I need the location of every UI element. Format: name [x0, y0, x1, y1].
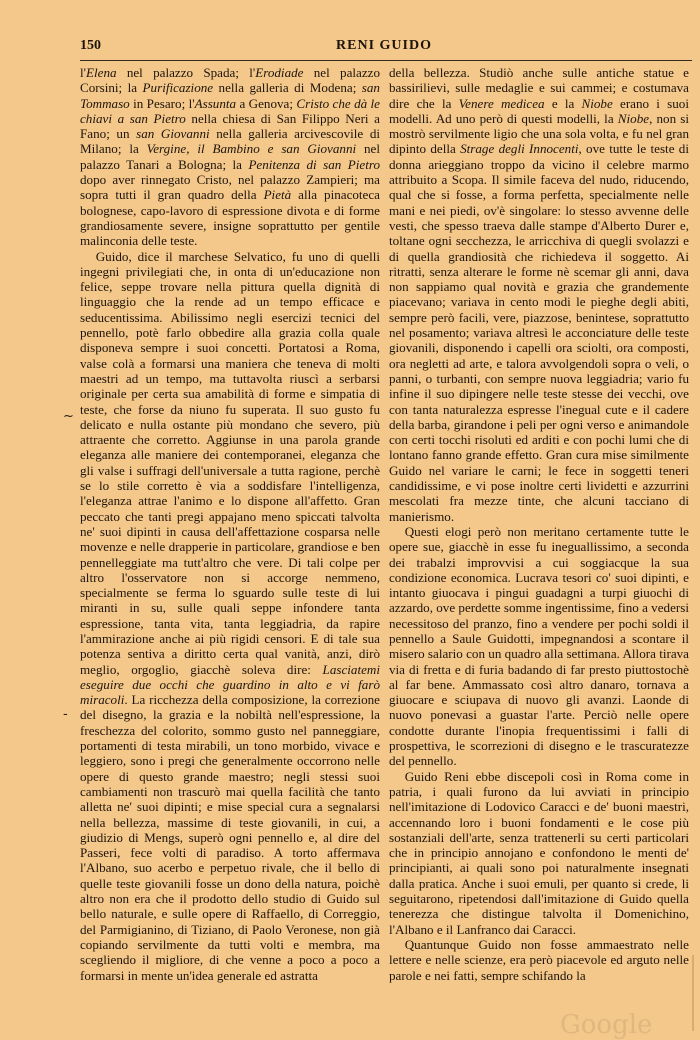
- margin-mark: ~: [63, 409, 74, 424]
- text-run: Guido, dice il marchese Selvatico, fu uno di quelli ingegni privilegiati che, in onta di un'educazione non felice, seppe trovare nella pittura quella dignità di linguaggio che la rende ad un tempo efficace e seducentissima. Abilissimo negli esercizi tecnici del pennello, potè farlo obbedire alla grazia colla quale disponeva sempre i suoi concetti. Portatosi a Roma, valse colà a formarsi una maniera che teneva di molti maestri ad un tempo, ma tuttavolta riuscì a serbarsi originale per certa sua amabilità di forme e simpatia di teste, che forse da niuno fu superata. Il suo gusto fu delicato e nulla ostante più mondano che severo, più attraente che corretto. Aggiunse in una parola grande eleganza alle maniere dei contemporanei, eleganza che gli valse i suffragi dell'universale a tutta ragione, perchè se lo stile corretto è via a soddisfare l'intelligenza, l'eleganza attrae l'animo e lo dispone all'affetto. Gran peccato che tanti pregi appajano meno spiccati talvolta ne' suoi dipinti in causa dell'affettazione cosparsa nelle movenze e nelle drapperie in particolare, grandiose e ben pennelleggiate ma tutt'altro che vere. Di tali colpe per altro l'osservatore non si accorge nemmeno, specialmente se ferma lo sguardo sulle teste di lui miranti in su, sulle quali seppe infondere tanta espressione, tanta vita, tanta leggiadria, da rapire l'ammirazione anche ai più rigidi censori. E di tale sua potenza sentiva a diritto certa qual vanità, anzi, dirò meglio, orgoglio, giacchè soleva dire:: [80, 248, 380, 677]
- page-fold: [692, 955, 694, 1031]
- paragraph: [389, 65, 689, 524]
- text-run: , ove tutte le teste di donna arieggiano troppo da vicino il celebre marmo attribuito a Scopa. Il simile faceva del nudo, riducendo, qual che si fosse, a forma perfetta, specialmente nelle mani e nei piedi, ov'è singolare: lo stesso avvenne delle vesti, che spesso traeva dalle stampe d'Alberto Durer e, toltane ogni secchezza, le arricchiva di quegli svolazzi e di quella grandiosità che richiedeva il soggetto. Ai ritratti, senza alterare le forme nè scemar gli anni, dava non sappiamo qual novità e grazia che grandemente piacevano; variava in cento modi le pieghe degli abiti, sempre però facili, vere, piazzose, benintese, soprattutto nel posamento; variava altresì le acconciature delle teste giovanili, disponendo i capelli ora sciolti, ora composti, ora negletti ad arte, e talora avvolgendoli sopra o veli, o panni, o turbanti, con sempre nuova leggiadria; vario fu infine il suo dipingere nelle teste stesse dei vecchi, ove con tanta naturalezza espresse l'inegual cute e il cadere della barba, girandone i peli per ogni verso e animandole con certi tocchi risoluti ed arditi e con pochi lumi che di lontano fanno grande effetto. Gran cura mise similmente Guido nel variare le carni; le fece in soggetti teneri candidissime, e vi pose inoltre certi lividetti e azzurrini mescolati fra mezze tinte, che alcuni tacciano di manierismo.: [389, 141, 689, 524]
- italic-title: Elena: [86, 65, 117, 80]
- italic-title: Purificazione: [142, 80, 214, 96]
- margin-mark: -: [63, 707, 68, 722]
- text-run: a Genova;: [236, 95, 297, 111]
- paragraph: [80, 249, 380, 983]
- italic-title: Niobe: [581, 95, 613, 111]
- italic-title: Penitenza di san Pietro: [248, 156, 380, 172]
- running-head: RENI GUIDO: [336, 38, 432, 53]
- text-run: alla pinacoteca bolognese, capo-lavoro di espressione divota e di forme grandiosamente severe, insigne soprattutto per gentile malinconia delle teste.: [80, 187, 380, 249]
- watermark: Google: [560, 1010, 653, 1040]
- paragraph: [389, 769, 689, 937]
- text-run: l': [80, 65, 86, 80]
- page-header: [80, 38, 688, 58]
- italic-title: san Giovanni: [136, 126, 210, 142]
- text-run: nel palazzo Corsini; la: [80, 65, 380, 96]
- text-run: Questi elogi però non meritano certamente tutte le opere sue, giacchè in esse fu ineguallissimo, a seconda dei trabalzi improvvisi a cui soggiacque la sua condizione economica. Lucrava tesori co' suoi dipinti, e intanto giuocava i pingui guadagni a turpi giuochi di azzardo, ove perdette somme ingentissime, fino a vedersi necessitoso del pranzo, fino a vendere per pochi soldi il pennello a Saule Guidotti, impegnandosi a scontare il misero salario con un quadro alla settimana. Allora tirava via di fretta e di furia badando di far presto piuttostochè al far bene. Ammassato così altro danaro, tornava a giuocare e sciupava di nuovo gli avanzi. Laonde di nuovo ponevasi a guastar l'arte. Perciò nelle opere condotte durante l'inopia frequentissimi i falli di prospettiva, le scorrezioni di disegno e le trascuratezze del pennello.: [389, 523, 689, 769]
- text-run: dopo aver rinnegato Cristo, nel palazzo Zampieri; ma sopra tutti il gran quadro della: [80, 172, 380, 203]
- text-run: ,: [186, 141, 198, 157]
- text-run: Quantunque Guido non fosse ammaestrato nelle lettere e nelle scienze, era però piacevole ed arguto nelle parole e nei fatti, sempre schifando la: [389, 936, 689, 983]
- text-run: e la: [544, 95, 582, 111]
- italic-title: Cristo che dà le chiavi a san Pietro: [80, 95, 380, 126]
- italic-title: Venere medicea: [458, 95, 545, 111]
- paragraph: [80, 65, 380, 249]
- page-number: 150: [80, 38, 101, 53]
- text-run: nella galleria arcivescovile di Milano; la: [80, 126, 380, 157]
- italic-title: Niobe: [617, 110, 650, 126]
- right-column: [389, 65, 689, 983]
- text-run: in Pesaro; l': [129, 95, 195, 111]
- italic-title: san Tommaso: [80, 80, 380, 111]
- italic-title: il Bambino e san Giovanni: [197, 141, 357, 157]
- italic-title: Pietà: [263, 187, 292, 203]
- italic-title: Vergine: [146, 141, 187, 157]
- italic-title: Lasciatemi eseguire due occhi che guardino in alto e vi farò miracoli: [80, 661, 380, 708]
- text-run: nel palazzo Spada; l': [116, 65, 256, 80]
- italic-title: Erodiade: [255, 65, 304, 80]
- text-run: . La ricchezza della composizione, la correzione del disegno, la grazia e la nobiltà nell'espressione, la freschezza del colorito, sommo gusto nel panneggiare, portamenti di testa mirabili, un tono morbido, vivace e leggiero, sono i pregi che generalmente occorrono nelle opere di questo grande maestro; negli stessi suoi cambiamenti non trascurò mai quella facilità che tanto alletta ne' suoi dipinti; e mise special cura a segnalarsi nella bellezza, massime di teste giovanili, in cui, a giudizio di Mengs, superò ogni pennello e, al dire del Passeri, fece volti di paradiso. A torto affermava l'Albano, suo acerbo e perpetuo rivale, che il bello di quelle teste giovanili fosse un dono della natura, poichè altro non era che il prodotto dello studio di Guido sul bello naturale, e sulle opere di Raffaello, di Correggio, del Parmigianino, di Tiziano, di Paolo Veronese, non già copiando servilmente da tutti volti e membra, ma scegliendo il migliore, di che venne a poco a poco a formarsi in mente un'idea generale ed astratta: [80, 692, 380, 983]
- text-run: nella chiesa di San Filippo Neri a Fano; un: [80, 110, 380, 142]
- text-run: della bellezza. Studiò anche sulle antiche statue e bassirilievi, sulle medaglie e sui cammei; e costumava dire che la: [389, 65, 689, 111]
- text-run: Guido Reni ebbe discepoli così in Roma come in patria, i quali furono da lui avviati in principio nell'imitazione di Lodovico Caracci e de' buoni maestri, accennando loro i buoni fondamenti e le cose più sostanziali dell'arte, senza trattenerli su certi particolari che in principio annojano e confondono le menti de' principianti, ai quali sono poi naturalmente insegnati dalla pratica. Anche i suoi emuli, per quanto si crede, li seguitarono, ripetendosi dall'imitazione di Guido quella tenerezza che distingue talvolta il Domenichino, l'Albano e il Lanfranco dai Caracci.: [389, 768, 689, 937]
- left-column: [80, 65, 380, 983]
- text-run: nella galleria di Modena;: [213, 80, 362, 96]
- paragraph: [389, 937, 689, 983]
- text-run: nel palazzo Tanari a Bologna; la: [80, 141, 380, 172]
- italic-title: Strage degli Innocenti: [460, 141, 579, 157]
- header-rule: [80, 60, 692, 61]
- text-run: , non si mostrò servilmente ligio che una sola volta, e fu nel gran dipinto della: [389, 110, 689, 157]
- paragraph: [389, 524, 689, 769]
- italic-title: Assunta: [194, 95, 237, 111]
- text-run: erano i suoi modelli. Ad uno però di questi modelli, la: [389, 95, 689, 126]
